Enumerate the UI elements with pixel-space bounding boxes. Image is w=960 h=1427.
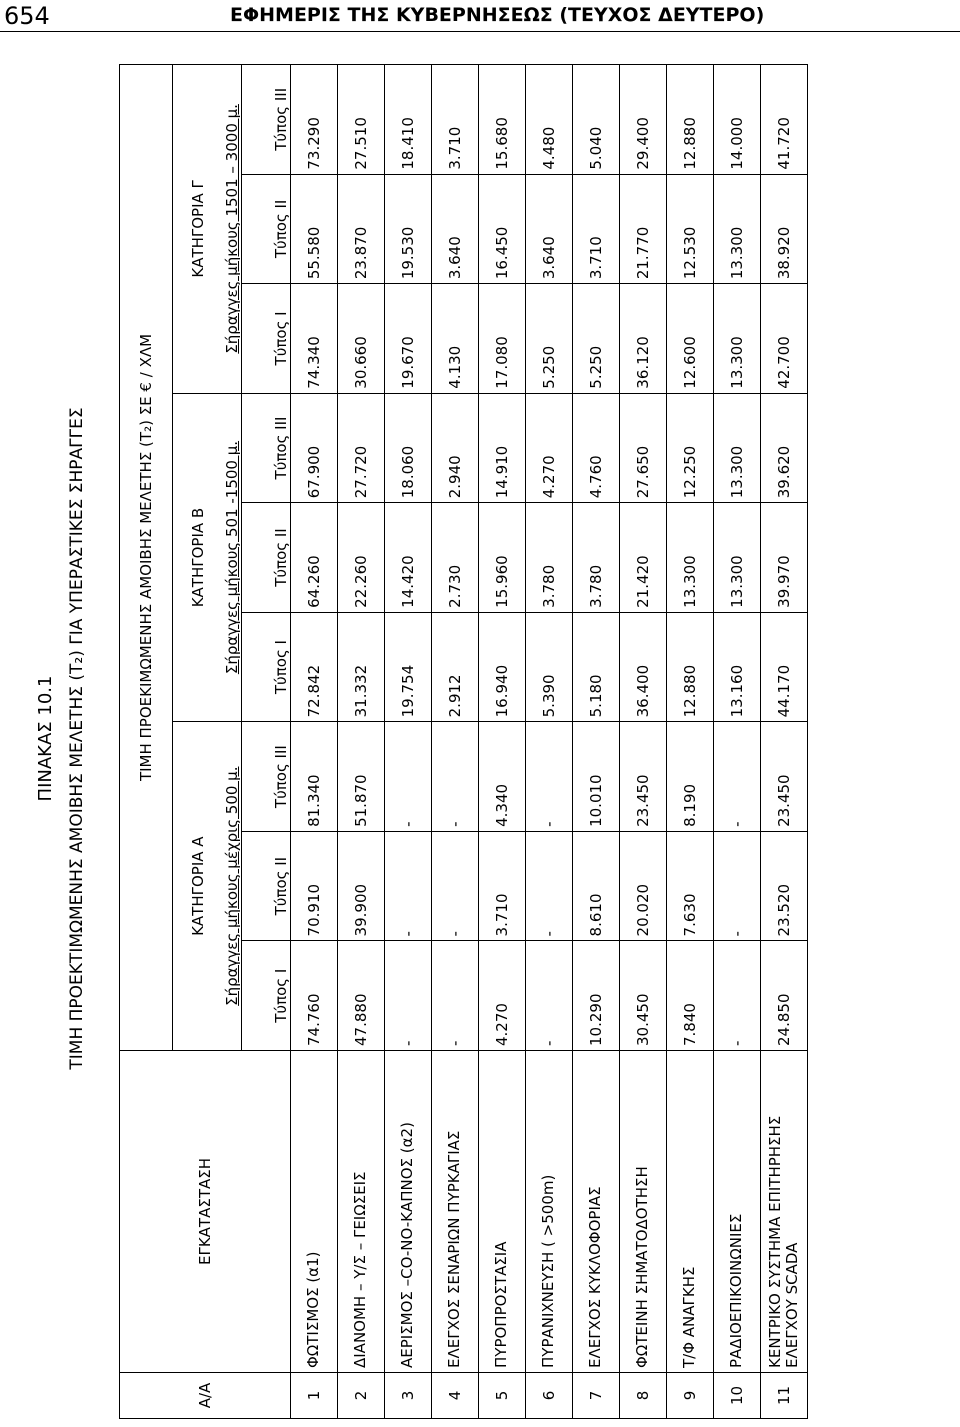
installation-name: Τ/Φ ΑΝΑΓΚΗΣ: [667, 1051, 714, 1373]
fee-value: 36.120: [620, 284, 667, 394]
fee-value: 18.060: [385, 393, 432, 503]
table-row: [291, 65, 338, 1419]
fee-value: 24.850: [761, 941, 808, 1051]
type-header: Τύπος ΙΙ: [242, 831, 291, 941]
fee-value: -: [526, 941, 573, 1051]
fee-value: 5.390: [526, 612, 573, 722]
fee-value: 2.730: [432, 503, 479, 613]
fee-value: 5.180: [573, 612, 620, 722]
fee-value: 4.270: [526, 393, 573, 503]
fee-value: 55.580: [291, 174, 338, 284]
fee-value: 8.610: [573, 831, 620, 941]
category-b-length: Σήραγγες μήκους 501 -1500 μ.: [223, 440, 241, 675]
fee-value: 3.710: [432, 65, 479, 175]
fee-value: 3.780: [526, 503, 573, 613]
fee-value: 39.970: [761, 503, 808, 613]
fee-value: -: [385, 941, 432, 1051]
fee-value: 39.900: [338, 831, 385, 941]
fee-value: 12.880: [667, 612, 714, 722]
fee-value: 23.450: [761, 722, 808, 832]
fee-value: 12.880: [667, 65, 714, 175]
aa-header: Α/Α: [120, 1373, 291, 1419]
fee-value: 4.480: [526, 65, 573, 175]
fee-value: 81.340: [291, 722, 338, 832]
fee-value: 42.700: [761, 284, 808, 394]
type-header: Τύπος ΙΙΙ: [242, 722, 291, 832]
table-row: [385, 65, 432, 1419]
fee-value: 3.640: [432, 174, 479, 284]
fee-value: 10.290: [573, 941, 620, 1051]
type-header: Τύπος ΙΙΙ: [242, 393, 291, 503]
row-number: 1: [291, 1373, 338, 1419]
fee-value: 16.450: [479, 174, 526, 284]
fee-value: 12.600: [667, 284, 714, 394]
type-header: Τύπος ΙΙ: [242, 503, 291, 613]
fee-value: -: [385, 831, 432, 941]
fee-value: 17.080: [479, 284, 526, 394]
fee-value: 29.400: [620, 65, 667, 175]
fee-value: 3.710: [479, 831, 526, 941]
row-number: 3: [385, 1373, 432, 1419]
fee-value: -: [714, 941, 761, 1051]
type-header: Τύπος Ι: [242, 941, 291, 1051]
row-number: 6: [526, 1373, 573, 1419]
rotated-table-page: [0, 56, 877, 1421]
table-row: [479, 65, 526, 1419]
table-row: [573, 65, 620, 1419]
fee-value: 73.290: [291, 65, 338, 175]
fee-value: 15.680: [479, 65, 526, 175]
category-a-name: ΚΑΤΗΓΟΡΙΑ Α: [173, 722, 208, 1051]
table-row: [667, 65, 714, 1419]
row-number: 2: [338, 1373, 385, 1419]
table-description: ΤΙΜΗ ΠΡΟΕΚΤΙΜΩΜΕΝΗΣ ΑΜΟΙΒΗΣ ΜΕΛΕΤΗΣ (Τ₂) ΓΙΑ ΥΠΕΡΑΣΤΙΚΕΣ ΣΗΡΑΓΓΕΣ: [67, 407, 87, 1070]
category-a-length: Σήραγγες μήκους μέχρις 500 μ.: [223, 766, 241, 1006]
fee-value: 13.300: [714, 503, 761, 613]
table-row: [714, 65, 761, 1419]
fee-value: -: [432, 831, 479, 941]
fee-value: 38.920: [761, 174, 808, 284]
fee-value: 51.870: [338, 722, 385, 832]
fee-value: 21.770: [620, 174, 667, 284]
fee-value: 4.130: [432, 284, 479, 394]
type-header: Τύπος Ι: [242, 284, 291, 394]
installation-name: ΠΥΡΟΠΡΟΣΤΑΣΙΑ: [479, 1051, 526, 1373]
fee-value: 72.842: [291, 612, 338, 722]
fee-value: 19.754: [385, 612, 432, 722]
price-header: ΤΙΜΗ ΠΡΟΕΚΙΜΩΜΕΝΗΣ ΑΜΟΙΒΗΣ ΜΕΛΕΤΗΣ (Τ₂) ΣΕ € / ΧΛΜ: [120, 65, 173, 1051]
fee-value: -: [385, 722, 432, 832]
fee-value: 27.650: [620, 393, 667, 503]
type-header: Τύπος ΙΙΙ: [242, 65, 291, 175]
fee-value: 13.300: [714, 393, 761, 503]
fee-value: 22.260: [338, 503, 385, 613]
fee-value: 5.250: [573, 284, 620, 394]
installation-name: ΑΕΡΙΣΜΟΣ –CO-NO-ΚΑΠΝΟΣ (α2): [385, 1051, 432, 1373]
installation-name: ΠΥΡΑΝΙΧΝΕΥΣΗ ( >500m): [526, 1051, 573, 1373]
gazette-title: ΕΦΗΜΕΡΙΣ ΤΗΣ ΚΥΒΕΡΝΗΣΕΩΣ (ΤΕΥΧΟΣ ΔΕΥΤΕΡΟ): [230, 4, 765, 26]
fee-value: 39.620: [761, 393, 808, 503]
fee-value: 12.530: [667, 174, 714, 284]
fee-value: 30.660: [338, 284, 385, 394]
installation-name: ΔΙΑΝΟΜΗ – Υ/Σ – ΓΕΙΩΣΕΙΣ: [338, 1051, 385, 1373]
table-row: [526, 65, 573, 1419]
fee-value: 23.450: [620, 722, 667, 832]
type-header: Τύπος ΙΙ: [242, 174, 291, 284]
fee-value: 44.170: [761, 612, 808, 722]
fee-value: 27.720: [338, 393, 385, 503]
fee-value: 2.940: [432, 393, 479, 503]
fee-value: -: [526, 722, 573, 832]
table-row: [432, 65, 479, 1419]
fee-value: 70.910: [291, 831, 338, 941]
fee-value: 4.760: [573, 393, 620, 503]
fee-value: 3.640: [526, 174, 573, 284]
table-row: [338, 65, 385, 1419]
page-header: [0, 0, 960, 32]
table-row: [761, 65, 808, 1419]
fee-value: 3.710: [573, 174, 620, 284]
installation-name: ΦΩΤΕΙΝΗ ΣΗΜΑΤΟΔΟΤΗΣΗ: [620, 1051, 667, 1373]
fee-value: 23.520: [761, 831, 808, 941]
fee-value: 13.300: [667, 503, 714, 613]
installation-name: ΦΩΤΙΣΜΟΣ (α1): [291, 1051, 338, 1373]
fee-value: 23.870: [338, 174, 385, 284]
fee-value: 4.270: [479, 941, 526, 1051]
header-rule: [0, 31, 960, 32]
category-c-length: Σήραγγες μήκους 1501 – 3000 μ.: [223, 104, 241, 354]
row-number: 8: [620, 1373, 667, 1419]
fee-value: 30.450: [620, 941, 667, 1051]
fee-value: 47.880: [338, 941, 385, 1051]
fee-table: [119, 64, 808, 1419]
fee-value: 36.400: [620, 612, 667, 722]
row-number: 11: [761, 1373, 808, 1419]
fee-value: 64.260: [291, 503, 338, 613]
fee-value: 14.420: [385, 503, 432, 613]
fee-value: 7.840: [667, 941, 714, 1051]
installation-header: ΕΓΚΑΤΑΣΤΑΣΗ: [120, 1051, 291, 1373]
fee-value: 18.410: [385, 65, 432, 175]
fee-value: 14.910: [479, 393, 526, 503]
fee-value: 19.670: [385, 284, 432, 394]
fee-value: -: [526, 831, 573, 941]
fee-value: 12.250: [667, 393, 714, 503]
row-number: 7: [573, 1373, 620, 1419]
fee-value: 74.340: [291, 284, 338, 394]
fee-value: 8.190: [667, 722, 714, 832]
fee-value: 2.912: [432, 612, 479, 722]
fee-value: 74.760: [291, 941, 338, 1051]
fee-value: 20.020: [620, 831, 667, 941]
installation-name: ΡΑΔΙΟΕΠΙΚΟΙΝΩΝΙΕΣ: [714, 1051, 761, 1373]
fee-value: 7.630: [667, 831, 714, 941]
fee-value: 15.960: [479, 503, 526, 613]
fee-value: 5.250: [526, 284, 573, 394]
installation-name: ΚΕΝΤΡΙΚΟ ΣΥΣΤΗΜΑ ΕΠΙΤΗΡΗΣΗΣ ΕΛΕΓΧΟΥ SCADA: [761, 1051, 808, 1373]
fee-value: 21.420: [620, 503, 667, 613]
fee-value: -: [714, 831, 761, 941]
fee-value: 41.720: [761, 65, 808, 175]
fee-value: 13.160: [714, 612, 761, 722]
fee-value: 14.000: [714, 65, 761, 175]
fee-value: 31.332: [338, 612, 385, 722]
installation-name: ΕΛΕΓΧΟΣ ΣΕΝΑΡΙΩΝ ΠΥΡΚΑΓΙΑΣ: [432, 1051, 479, 1373]
fee-value: 3.780: [573, 503, 620, 613]
fee-value: -: [432, 722, 479, 832]
row-number: 9: [667, 1373, 714, 1419]
fee-value: 27.510: [338, 65, 385, 175]
fee-value: 4.340: [479, 722, 526, 832]
row-number: 10: [714, 1373, 761, 1419]
table-row: [620, 65, 667, 1419]
fee-value: 19.530: [385, 174, 432, 284]
row-number: 4: [432, 1373, 479, 1419]
page-number: 654: [4, 2, 50, 30]
fee-value: 13.300: [714, 284, 761, 394]
fee-value: 13.300: [714, 174, 761, 284]
fee-value: 5.040: [573, 65, 620, 175]
type-header: Τύπος Ι: [242, 612, 291, 722]
fee-value: -: [714, 722, 761, 832]
fee-value: 16.940: [479, 612, 526, 722]
category-c-name: ΚΑΤΗΓΟΡΙΑ Γ: [173, 65, 208, 394]
table-title: ΠΙΝΑΚΑΣ 10.1: [35, 675, 56, 802]
fee-value: -: [432, 941, 479, 1051]
fee-value: 10.010: [573, 722, 620, 832]
category-b-name: ΚΑΤΗΓΟΡΙΑ Β: [173, 393, 208, 722]
installation-name: ΕΛΕΓΧΟΣ ΚΥΚΛΟΦΟΡΙΑΣ: [573, 1051, 620, 1373]
fee-value: 67.900: [291, 393, 338, 503]
row-number: 5: [479, 1373, 526, 1419]
